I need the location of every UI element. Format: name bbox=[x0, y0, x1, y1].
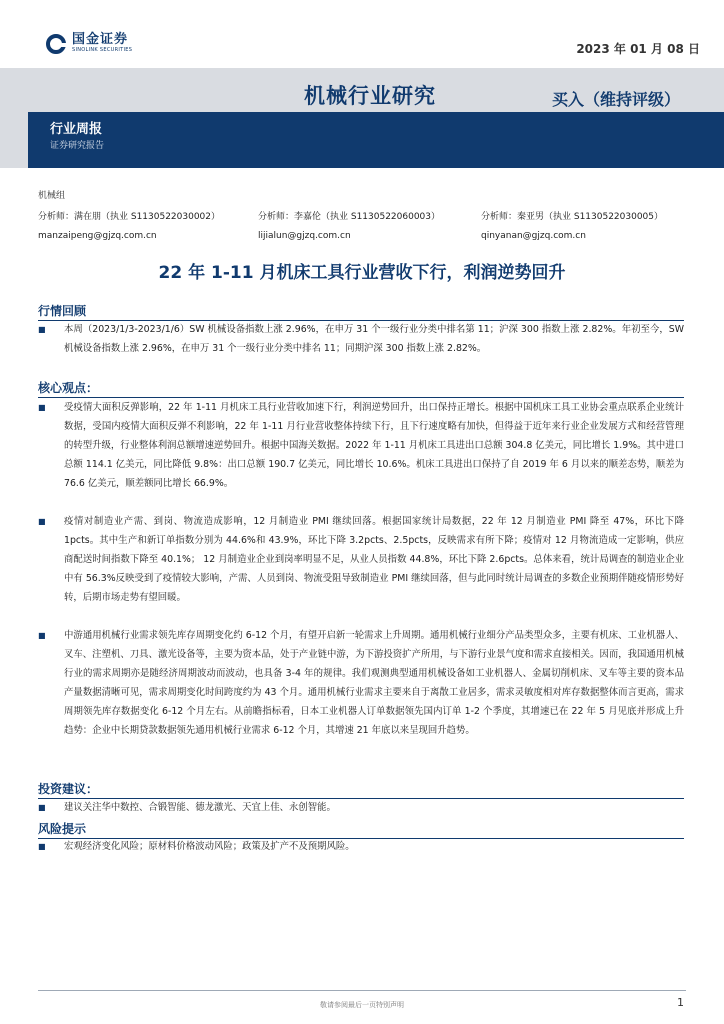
logo-name-en: SINOLINK SECURITIES bbox=[72, 47, 133, 53]
analyst-3: 分析师：秦亚男（执业 S1130522030005） bbox=[481, 212, 664, 222]
analyst-2: 分析师：李嘉伦（执业 S1130522060003） bbox=[258, 212, 441, 222]
square-bullet-icon: ■ bbox=[38, 325, 46, 334]
footer-divider bbox=[38, 990, 686, 991]
report-title: 机械行业研究 bbox=[304, 84, 436, 108]
logo-icon bbox=[46, 34, 66, 54]
list-item bbox=[38, 512, 684, 607]
report-date: 2023 年 01 月 08 日 bbox=[576, 42, 700, 56]
list-item bbox=[38, 320, 684, 358]
list-item bbox=[38, 398, 684, 493]
square-bullet-icon: ■ bbox=[38, 403, 46, 412]
section-title-market: 行情回顾 bbox=[38, 304, 87, 318]
headline: 22 年 1-11 月机床工具行业营收下行，利润逆势回升 bbox=[158, 263, 566, 283]
list-item bbox=[38, 837, 684, 856]
header-dark-bar bbox=[28, 112, 724, 168]
paragraph: 中游通用机械行业需求领先库存周期变化约 6-12 个月，有望开启新一轮需求上升周期。通用机械行业细分产品类型众多，主要有机床、工业机器人、叉车、注塑机、刀具、激光设备等，主要为资本品，处于产业链中游，为下游投资扩产所用，与下游行业景气度和需求直接相关。因而，我国通用机械行业的需求周期亦是随经济周期波动而波动，也具备 3-4 年的规律。我们观测典型通用机械设备如工业机器人、金属切削机床、叉车等主要的资本品产量数据清晰可见，需求周期变化时间跨度约为 43 个月。通用机械行业需求主要来自于离散工业居多，需求灵敏度相对库存数据整体而言更高，需求周期领先库存数据变化 6-12 个月左右。从前瞻指标看，日本工业机器人订单数据领先国内订单 1-2 个季度，其增速已在 22 年 5 月见底并形成上升趋势：企业中长期贷款数据领先通用机械行业需求 6-12 个月，其增速 21 年底以来呈现回升趋势。 bbox=[64, 630, 684, 736]
square-bullet-icon: ■ bbox=[38, 842, 46, 851]
section-title-advice: 投资建议： bbox=[38, 782, 99, 796]
analyst-2-email[interactable]: lijialun@gjzq.com.cn bbox=[258, 231, 351, 241]
list-item bbox=[38, 798, 684, 817]
section-market bbox=[38, 302, 684, 321]
page-number: 1 bbox=[677, 996, 684, 1009]
paragraph: 建议关注华中数控、合锻智能、德龙激光、天宜上佳、永创智能。 bbox=[64, 802, 336, 813]
report-type: 行业周报 bbox=[50, 122, 103, 137]
square-bullet-icon: ■ bbox=[38, 517, 46, 526]
report-subtitle: 证券研究报告 bbox=[50, 141, 105, 151]
footer-disclaimer: 敬请参阅最后一页特别声明 bbox=[320, 1001, 404, 1009]
analyst-3-email[interactable]: qinyanan@gjzq.com.cn bbox=[481, 231, 586, 241]
section-core bbox=[38, 379, 684, 398]
analyst-1-email[interactable]: manzaipeng@gjzq.com.cn bbox=[38, 231, 157, 241]
square-bullet-icon: ■ bbox=[38, 631, 46, 640]
paragraph: 疫情对制造业产需、到岗、物流造成影响，12 月制造业 PMI 继续回落。根据国家统计局数据，22 年 12 月制造业 PMI 降至 47%，环比下降 1pcts。其中生产和新订单指数分别为 44.6%和 43.9%，环比下降 3.2pcts、2.5pcts，反映需求有所下降；疫情对 12 月物流造成一定影响，供应商配送时间指数下降至 40.1%； 12 月制造业企业到岗率明显不足，从业人员指数 44.8%，环比下降 2.6pcts。总体来看，统计局调查的制造业企业中有 56.3%反映受到了疫情较大影响，产需、人员到岗、物流受阻导致制造业 PMI 继续回落，但与此同时统计局调查的多数企业预期伴随疫情形势好转，后期市场走势有望回暖。 bbox=[64, 516, 684, 603]
analyst-1: 分析师：满在朋（执业 S1130522030002） bbox=[38, 212, 221, 222]
report-header bbox=[0, 0, 724, 168]
section-title-risk: 风险提示 bbox=[38, 822, 87, 836]
company-logo bbox=[46, 33, 132, 54]
rating-label: 买入（维持评级） bbox=[552, 90, 681, 109]
paragraph: 受疫情大面积反弹影响，22 年 1-11 月机床工具行业营收加速下行，利润逆势回升，出口保持正增长。根据中国机床工具工业协会重点联系企业统计数据，受国内疫情大面积反弹不利影响，22 年 1-11 月行业营收整体持续下行，且下行速度略有加快，但得益于近年来行业企业发展方式和经营管理的转型升级，行业整体利润总额增速逆势回升。根据中国海关数据。2022 年 1-11 月机床工具进出口总额 304.8 亿美元，同比增长 1.9%。其中进口总额 114.1 亿美元，同比降低 9.8%：出口总额 190.7 亿美元，同比增长 10.6%。机床工具进出口保持了自 2019 年 6 月以来的顺差态势，顺差为 76.6 亿美元，顺差额同比增长 66.9%。 bbox=[64, 402, 684, 489]
section-advice bbox=[38, 780, 684, 799]
team-name: 机械组 bbox=[38, 191, 66, 201]
paragraph: 宏观经济变化风险；原材料价格波动风险；政策及扩产不及预期风险。 bbox=[64, 841, 355, 852]
paragraph: 本周（2023/1/3-2023/1/6）SW 机械设备指数上涨 2.96%，在申万 31 个一级行业分类中排名第 11；沪深 300 指数上涨 2.82%。年初至今，SW 机械设备指数上涨 2.96%，在申万 31 个一级行业分类中排名 11；同期沪深 300 指数上涨 2.82%。 bbox=[64, 324, 684, 354]
square-bullet-icon: ■ bbox=[38, 803, 46, 812]
logo-name-cn: 国金证券 bbox=[72, 32, 129, 47]
list-item bbox=[38, 626, 684, 740]
section-title-core: 核心观点： bbox=[38, 381, 99, 395]
